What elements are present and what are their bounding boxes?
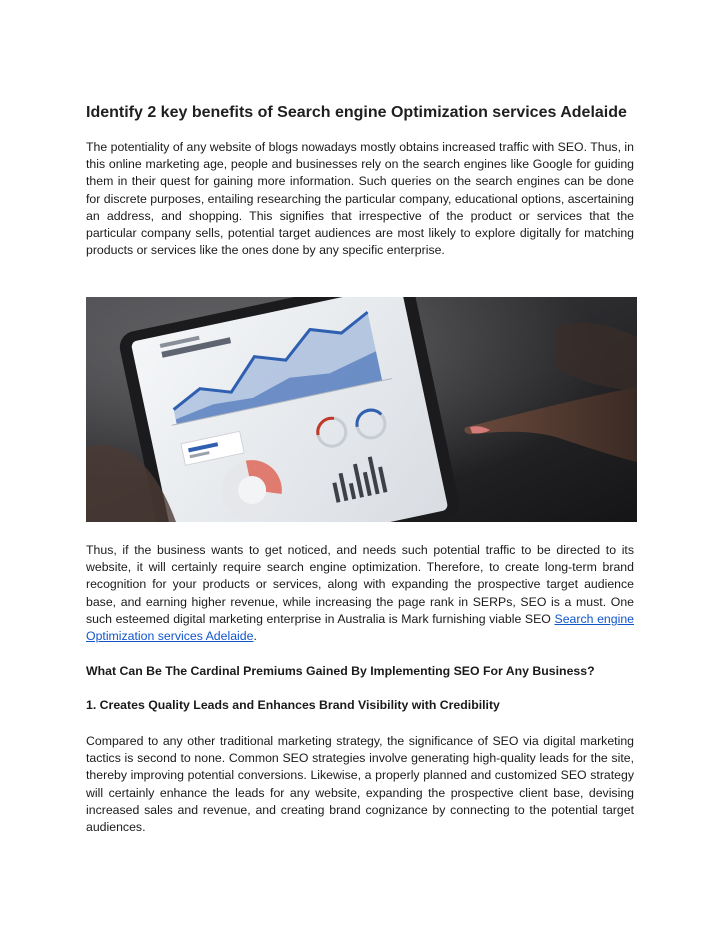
seo-services-link[interactable]: Search engine Optimization services Adelaide: [86, 611, 635, 644]
section-heading-premiums: What Can Be The Cardinal Premiums Gained By Implementing SEO For Any Business?: [86, 664, 595, 678]
page-title: Identify 2 key benefits of Search engine Optimization services Adelaide: [86, 104, 627, 121]
subheading-quality-leads: 1. Creates Quality Leads and Enhances Brand Visibility with Credibility: [86, 698, 500, 712]
seo-need-paragraph: [86, 542, 634, 645]
seo-need-period: .: [253, 629, 257, 644]
intro-paragraph: The potentiality of any website of blogs nowadays mostly obtains increased traffic with SEO. Thus, in this online marketing age, people and businesses rely on the search engines like Google for guiding them in their quest for gaining more information. Such queries on the search engines can be done for discrete purposes, entailing researching the particular company, educational options, ascertaining an address, and shopping. This signifies that irrespective of the product or services that the particular company sells, potential target audiences are most likely to explore digitally for matching products or services like the ones done by any specific enterprise.: [86, 140, 634, 258]
seo-need-text: Thus, if the business wants to get noticed, and needs such potential traffic to be directed to its website, it will certainly require search engine optimization. Therefore, to create long-term brand recognition for your products or services, along with expanding the prospective target audience base, and earning higher revenue, while increasing the page rank in SERPs, SEO is a must. One such esteemed digital marketing enterprise in Australia is Mark furnishing viable SEO: [86, 543, 634, 626]
tablet-analytics-photo: [86, 297, 637, 522]
quality-leads-paragraph: Compared to any other traditional marketing strategy, the significance of SEO via digital marketing tactics is second to none. Common SEO strategies involve generating high-quality leads for the site, thereby improving potential conversions. Likewise, a properly planned and customized SEO strategy will certainly enhance the leads for any website, expanding the prospective client base, devising increased sales and revenue, and creating brand cognizance by connecting to the potential target audiences.: [86, 734, 634, 835]
